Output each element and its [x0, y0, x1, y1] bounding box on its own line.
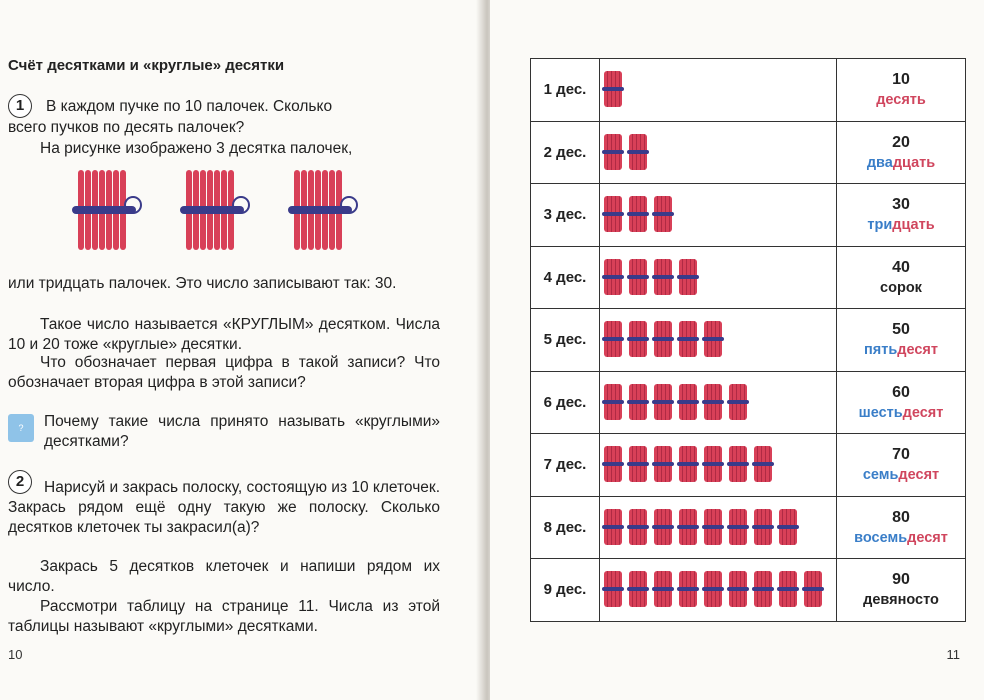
task-number-1: 1: [8, 94, 32, 118]
number-word: [837, 467, 965, 483]
stick-bundle-small: [629, 259, 647, 295]
stick-bundle-small: [754, 509, 772, 545]
bundles-picture-cell: [600, 496, 837, 559]
stick-bundle-small: [679, 509, 697, 545]
task1-paragraph-3: или тридцать палочек. Это число записывают так: 30.: [8, 275, 397, 292]
stick-bundle-small: [654, 571, 672, 607]
task1-paragraph-6: Почему такие числа принято называть «круглыми» десятками?: [44, 413, 440, 450]
stick-bundle-small: [604, 259, 622, 295]
number-cell: [837, 121, 966, 184]
stick-bundle-small: [754, 446, 772, 482]
number-word: [837, 217, 965, 233]
number-cell: [837, 496, 966, 559]
stick-bundles-illustration: [70, 166, 370, 258]
bundles-row: [604, 259, 832, 297]
number-word: [837, 405, 965, 421]
number-value: 30: [892, 196, 910, 214]
bundles-row: [604, 446, 832, 484]
number-word: [837, 155, 965, 171]
tens-label: 5 дес.: [531, 309, 600, 372]
stick-bundle-small: [804, 571, 822, 607]
task1-paragraph-2: На рисунке изображено 3 десятка палочек,: [40, 140, 353, 157]
stick-bundle-small: [629, 196, 647, 232]
stick-bundle-small: [604, 446, 622, 482]
page-number-left: 10: [8, 647, 23, 662]
tens-table-row: [531, 309, 966, 372]
stick-bundle-small: [604, 71, 622, 107]
task1-line1: В каждом пучке по 10 палочек. Сколько: [46, 98, 333, 115]
number-cell: [837, 246, 966, 309]
section-heading: Счёт десятками и «круглые» десятки: [8, 57, 285, 74]
tens-table: [530, 58, 966, 622]
number-cell: [837, 184, 966, 247]
number-value: 10: [892, 71, 910, 89]
tens-label: 2 дес.: [531, 121, 600, 184]
page-number-right: 11: [946, 647, 960, 662]
tens-label: 3 дес.: [531, 184, 600, 247]
bundles-row: [604, 134, 832, 172]
stick-bundle-small: [654, 509, 672, 545]
number-word: [837, 92, 965, 108]
stick-bundle-small: [779, 571, 797, 607]
bundles-row: [604, 571, 832, 609]
stick-bundle-small: [604, 196, 622, 232]
stick-bundle-small: [754, 571, 772, 607]
right-page: [490, 0, 984, 700]
task1-paragraph-4: Такое число называется «КРУГЛЫМ» десятком. Числа 10 и 20 тоже «круглые» десятки.: [8, 316, 440, 353]
tens-table-row: [531, 246, 966, 309]
number-value: 50: [892, 321, 910, 339]
tens-label: 8 дес.: [531, 496, 600, 559]
number-word-part: десят: [898, 467, 940, 484]
stick-bundle-small: [679, 259, 697, 295]
stick-bundle-small: [604, 509, 622, 545]
bundles-row: [604, 321, 832, 359]
tens-table-row: [531, 184, 966, 247]
stick-bundle-small: [729, 509, 747, 545]
stick-bundle-small: [654, 446, 672, 482]
stick-bundle-small: [704, 446, 722, 482]
stick-bundle-small: [654, 321, 672, 357]
bundles-row: [604, 71, 832, 109]
stick-bundle: [294, 166, 346, 254]
number-value: 80: [892, 508, 910, 526]
tens-table-row: [531, 559, 966, 622]
tens-table-row: [531, 434, 966, 497]
number-value: 40: [892, 258, 910, 276]
bundles-picture-cell: [600, 559, 837, 622]
stick-bundle-small: [729, 571, 747, 607]
tens-table-row: [531, 496, 966, 559]
stick-bundle-small: [629, 509, 647, 545]
number-word: [837, 592, 965, 608]
tens-label: 6 дес.: [531, 371, 600, 434]
bundles-picture-cell: [600, 309, 837, 372]
number-cell: [837, 371, 966, 434]
number-word-part: дцать: [892, 154, 936, 171]
number-word: [837, 530, 965, 546]
number-value: 20: [892, 133, 910, 151]
task2-paragraph-2: Закрась 5 десятков клеточек и напиши рядом их число.: [8, 558, 440, 595]
stick-bundle-small: [629, 384, 647, 420]
stick-bundle-small: [679, 384, 697, 420]
task1-paragraph-5: Что обозначает первая цифра в такой записи? Что обозначает вторая цифра в этой записи?: [8, 354, 440, 391]
stick-bundle-small: [679, 321, 697, 357]
number-word-part: семь: [862, 467, 899, 484]
stick-bundle-small: [704, 321, 722, 357]
bundles-row: [604, 384, 832, 422]
number-word-part: десят: [902, 404, 944, 421]
bundles-picture-cell: [600, 184, 837, 247]
tens-table-row: [531, 371, 966, 434]
number-word-part: пять: [864, 342, 898, 359]
stick-bundle-small: [604, 384, 622, 420]
stick-bundle-small: [729, 384, 747, 420]
bundles-picture-cell: [600, 434, 837, 497]
task2-paragraph-1: Нарисуй и закрась полоску, состоящую из 10 клеточек. Закрась рядом ещё одну такую же полоску. Сколько десятков клеточек ты закрасил(а)?: [8, 479, 440, 536]
number-value: 60: [892, 383, 910, 401]
number-value: 70: [892, 446, 910, 464]
stick-bundle-small: [704, 571, 722, 607]
number-word-part: сорок: [880, 279, 922, 296]
number-word-part: шесть: [858, 404, 903, 421]
stick-bundle: [186, 166, 238, 254]
number-word-part: девяносто: [863, 592, 939, 609]
stick-bundle-small: [604, 321, 622, 357]
number-cell: [837, 434, 966, 497]
tens-table-row: [531, 59, 966, 122]
number-cell: [837, 559, 966, 622]
number-word-part: десят: [897, 342, 938, 359]
stick-bundle-small: [604, 571, 622, 607]
number-cell: [837, 59, 966, 122]
question-icon: ?: [8, 414, 34, 442]
number-word-part: три: [867, 217, 893, 234]
bundles-picture-cell: [600, 121, 837, 184]
stick-bundle-small: [679, 446, 697, 482]
number-word: [837, 342, 965, 358]
left-page: [0, 0, 486, 700]
stick-bundle-small: [629, 321, 647, 357]
number-word-part: дцать: [892, 217, 935, 234]
bundles-picture-cell: [600, 246, 837, 309]
number-value: 90: [892, 571, 910, 589]
number-cell: [837, 309, 966, 372]
number-word-part: десять: [876, 92, 926, 109]
stick-bundle-small: [629, 571, 647, 607]
stick-bundle-small: [604, 134, 622, 170]
number-word-part: десят: [907, 529, 948, 546]
stick-bundle-small: [704, 509, 722, 545]
stick-bundle-small: [729, 446, 747, 482]
stick-bundle-small: [679, 571, 697, 607]
stick-bundle-small: [654, 259, 672, 295]
task1-line2: всего пучков по десять палочек?: [8, 119, 245, 136]
bundles-picture-cell: [600, 59, 837, 122]
stick-bundle-small: [779, 509, 797, 545]
stick-bundle: [78, 166, 130, 254]
stick-bundle-small: [654, 384, 672, 420]
tens-label: 4 дес.: [531, 246, 600, 309]
stick-bundle-small: [704, 384, 722, 420]
number-word-part: восемь: [854, 529, 908, 546]
tens-label: 7 дес.: [531, 434, 600, 497]
bundles-row: [604, 509, 832, 547]
tens-label: 1 дес.: [531, 59, 600, 122]
task2-paragraph-3: Рассмотри таблицу на странице 11. Числа из этой таблицы называют «круглыми» десятками.: [8, 598, 440, 635]
bundles-row: [604, 196, 832, 234]
task-number-2: 2: [8, 470, 32, 494]
number-word-part: два: [866, 154, 893, 171]
tens-label: 9 дес.: [531, 559, 600, 622]
bundles-picture-cell: [600, 371, 837, 434]
number-word: [837, 280, 965, 296]
stick-bundle-small: [629, 446, 647, 482]
stick-bundle-small: [654, 196, 672, 232]
tens-table-row: [531, 121, 966, 184]
stick-bundle-small: [629, 134, 647, 170]
